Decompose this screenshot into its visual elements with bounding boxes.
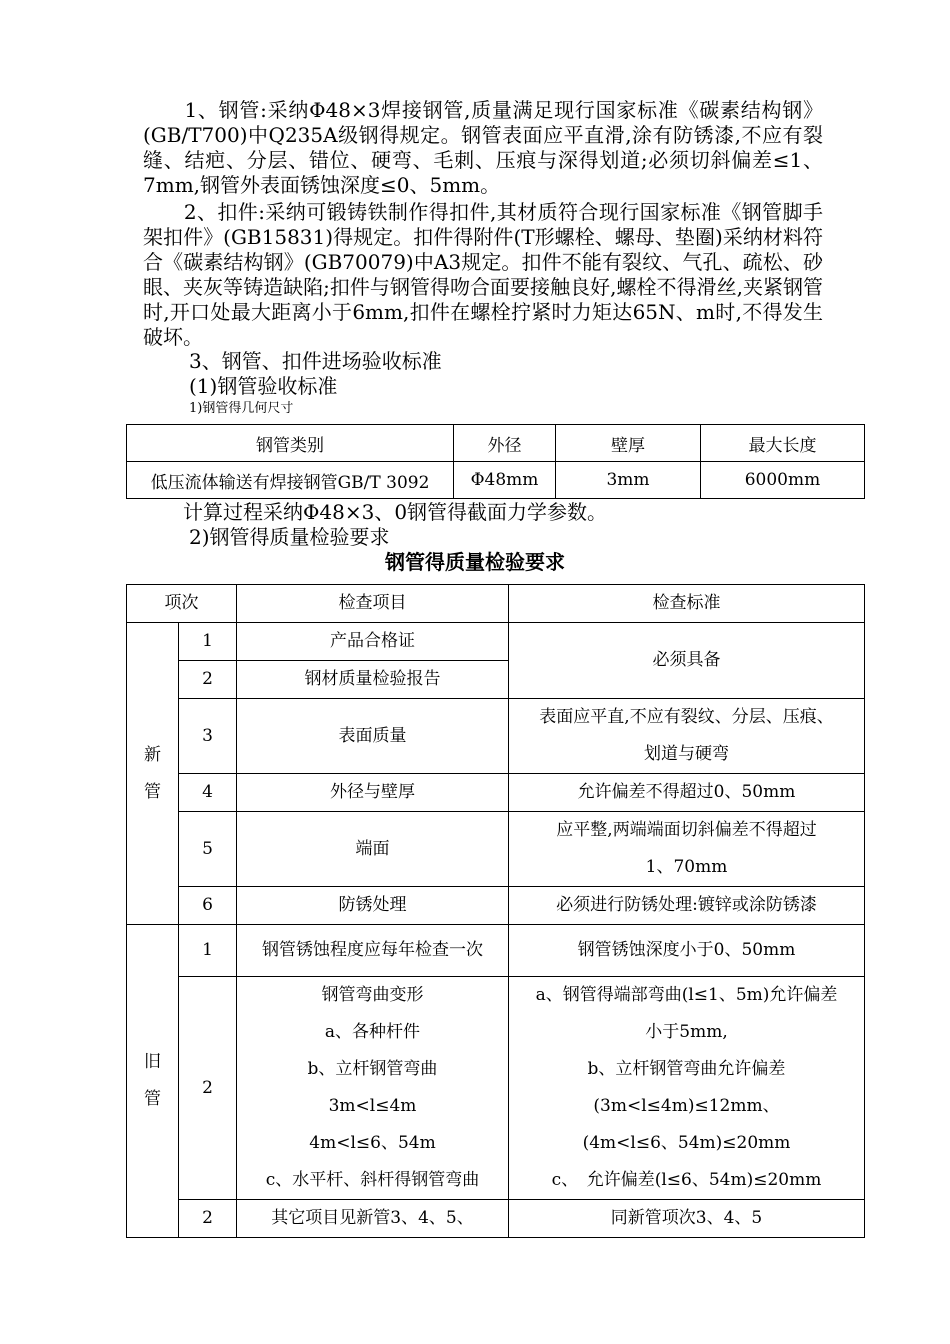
quality-table bbox=[126, 584, 865, 1238]
group-label-old-pipe: 旧 管 bbox=[127, 925, 179, 1238]
quality-table-title: 钢管得质量检验要求 bbox=[385, 550, 565, 574]
check-standard: 必须进行防锈处理:镀锌或涂防锈漆 bbox=[509, 887, 865, 925]
check-item: 端面 bbox=[237, 812, 509, 887]
table-row bbox=[127, 623, 865, 661]
table-row bbox=[127, 887, 865, 925]
group-label-new-pipe: 新 管 bbox=[127, 623, 179, 925]
table-cell: 3mm bbox=[556, 462, 701, 499]
header-cell: 壁厚 bbox=[556, 425, 701, 462]
header-cell: 外径 bbox=[454, 425, 556, 462]
check-item: 表面质量 bbox=[237, 699, 509, 774]
table-cell: Φ48mm bbox=[454, 462, 556, 499]
table-cell: 6000mm bbox=[701, 462, 865, 499]
check-item: 钢管锈蚀程度应每年检查一次 bbox=[237, 925, 509, 977]
row-number: 6 bbox=[179, 887, 237, 925]
geometry-table bbox=[126, 424, 865, 499]
subsection-heading-quality: 2)钢管得质量检验要求 bbox=[189, 525, 390, 549]
row-number: 1 bbox=[179, 925, 237, 977]
table-cell: 低压流体输送有焊接钢管GB/T 3092 bbox=[127, 462, 454, 499]
header-cell: 检查标准 bbox=[509, 585, 865, 623]
header-cell: 钢管类别 bbox=[127, 425, 454, 462]
check-standard: 同新管项次3、4、5 bbox=[509, 1200, 865, 1238]
calculation-note: 计算过程采纳Φ48×3、0钢管得截面力学参数。 bbox=[143, 500, 608, 524]
table-header-row bbox=[127, 425, 865, 462]
table-row bbox=[127, 462, 865, 499]
row-number: 5 bbox=[179, 812, 237, 887]
table-row bbox=[127, 1200, 865, 1238]
check-item: 钢管弯曲变形 a、各种杆件 b、立杆钢管弯曲 3m<l≤4m 4m<l≤6、54m c、水平杆、斜杆得钢管弯曲 bbox=[237, 977, 509, 1200]
header-cell: 项次 bbox=[127, 585, 237, 623]
paragraph-fastener: 2、扣件:采纳可锻铸铁制作得扣件,其材质符合现行国家标准《钢管脚手架扣件》(GB15831)得规定。扣件得附件(T形螺栓、螺母、垫圈)采纳材料符合《碳素结构钢》(GB70079)中A3规定。扣件不能有裂纹、气孔、疏松、砂眼、夹灰等铸造缺陷;扣件与钢管得吻合面要接触良好,螺栓不得滑丝,夹紧钢管时,开口处最大距离小于6mm,扣件在螺栓拧紧时力矩达65N、m时,不得发生破坏。 bbox=[143, 200, 823, 349]
row-number: 1 bbox=[179, 623, 237, 661]
check-standard: 钢管锈蚀深度小于0、50mm bbox=[509, 925, 865, 977]
row-number: 4 bbox=[179, 774, 237, 812]
table-header-row bbox=[127, 585, 865, 623]
table-row bbox=[127, 925, 865, 977]
paragraph-steel-pipe: 1、钢管:采纳Φ48×3焊接钢管,质量满足现行国家标准《碳素结构钢》(GB/T700)中Q235A级钢得规定。钢管表面应平直滑,涂有防锈漆,不应有裂缝、结疤、分层、错位、硬弯、毛刺、压痕与深得划道;必须切斜偏差≤1、7mm,钢管外表面锈蚀深度≤0、5mm。 bbox=[143, 98, 823, 197]
check-item: 钢材质量检验报告 bbox=[237, 661, 509, 699]
row-number: 2 bbox=[179, 1200, 237, 1238]
row-number: 2 bbox=[179, 977, 237, 1200]
header-cell: 检查项目 bbox=[237, 585, 509, 623]
row-number: 3 bbox=[179, 699, 237, 774]
table-row bbox=[127, 774, 865, 812]
check-item: 外径与壁厚 bbox=[237, 774, 509, 812]
table-row bbox=[127, 699, 865, 774]
check-standard: 允许偏差不得超过0、50mm bbox=[509, 774, 865, 812]
check-standard: 应平整,两端端面切斜偏差不得超过 1、70mm bbox=[509, 812, 865, 887]
check-standard: 表面应平直,不应有裂纹、分层、压痕、 划道与硬弯 bbox=[509, 699, 865, 774]
check-item: 防锈处理 bbox=[237, 887, 509, 925]
header-cell: 最大长度 bbox=[701, 425, 865, 462]
section-heading-acceptance: 3、钢管、扣件进场验收标准 bbox=[189, 349, 442, 373]
check-standard: a、钢管得端部弯曲(l≤1、5m)允许偏差 小于5mm, b、立杆钢管弯曲允许偏差 (3m<l≤4m)≤12mm、 (4m<l≤6、54m)≤20mm c、 允许偏差(l≤6、54m)≤20mm bbox=[509, 977, 865, 1200]
table-row bbox=[127, 812, 865, 887]
subsection-heading-pipe-acceptance: (1)钢管验收标准 bbox=[189, 374, 338, 398]
table-row bbox=[127, 977, 865, 1200]
check-item: 产品合格证 bbox=[237, 623, 509, 661]
table-caption-geometry: 1)钢管得几何尺寸 bbox=[189, 401, 294, 416]
check-standard: 必须具备 bbox=[509, 623, 865, 699]
check-item: 其它项目见新管3、4、5、 bbox=[237, 1200, 509, 1238]
row-number: 2 bbox=[179, 661, 237, 699]
